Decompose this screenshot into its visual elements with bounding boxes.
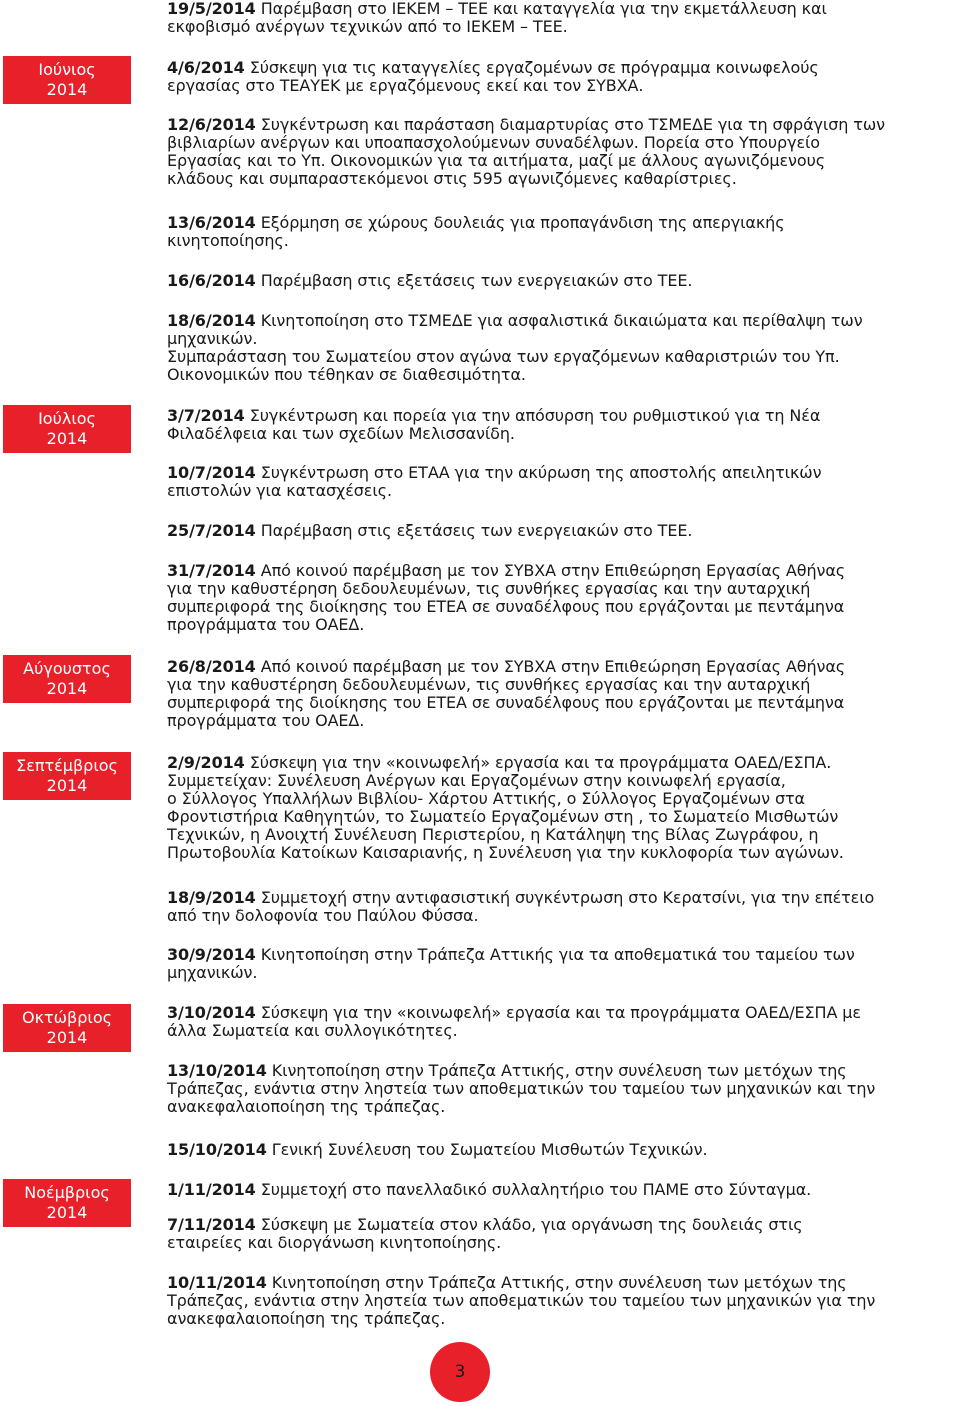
entry-date: 25/7/2014: [167, 521, 256, 540]
entry-text: Συγκέντρωση και πορεία για την απόσυρση του ρυθμιστικού για τη Νέα: [249, 406, 821, 425]
entry-text: Παρέμβαση στις εξετάσεις των ενεργειακών στο ΤΕΕ.: [260, 271, 693, 290]
entry-text: Συγκέντρωση στο ΕΤΑΑ για την ακύρωση της αποστολής απειλητικών: [260, 463, 822, 482]
entry-text: Από κοινού παρέμβαση με τον ΣΥΒΧΑ στην Επιθεώρηση Εργασίας Αθήνας: [260, 657, 846, 676]
entry-text: μηχανικών.: [167, 329, 258, 348]
month-name: Αύγουστος: [23, 659, 111, 678]
entry-text: Τεχνικών, η Ανοιχτή Συνέλευση Περιστερίου, η Κατάληψη της Βίλας Ζωγράφου, η: [167, 825, 819, 844]
entry-text: βιβλιαρίων ανέργων και υποαπασχολούμενων συναδέλφων. Πορεία στο Υπουργείο: [167, 133, 820, 152]
entry-text: ο Σύλλογος Υπαλλήλων Βιβλίου- Χάρτου Αττικής, ο Σύλλογος Εργαζομένων στα: [167, 789, 805, 808]
entry-text: Σύσκεψη με Σωματεία στον κλάδο, για οργάνωση της δουλειάς στις: [260, 1215, 803, 1234]
timeline-entry: [167, 464, 957, 500]
timeline-entry: [167, 754, 957, 862]
entry-text: κινητοποίησης.: [167, 231, 289, 250]
timeline-entry: [167, 0, 957, 36]
month-name: Ιούλιος: [38, 409, 96, 428]
timeline-entry: [167, 522, 957, 540]
entry-text: προγράμματα του ΟΑΕΔ.: [167, 615, 365, 634]
timeline-entry: [167, 658, 957, 730]
month-label-september: [3, 752, 131, 800]
entry-date: 15/10/2014: [167, 1140, 267, 1159]
entry-date: 1/11/2014: [167, 1180, 256, 1199]
entry-date: 2/9/2014: [167, 753, 245, 772]
entry-text: Εργασίας και το Υπ. Οικονομικών για τα αιτήματα, μαζί με άλλους αγωνιζόμενους: [167, 151, 826, 170]
entry-text: συμπεριφορά της διοίκησης του ΕΤΕΑ σε συναδέλφους που εργάζονται με πεντάμηνα: [167, 693, 845, 712]
entry-date: 18/6/2014: [167, 311, 256, 330]
month-name: Οκτώβριος: [21, 1008, 112, 1027]
entry-text: Συμπαράσταση του Σωματείου στον αγώνα των εργαζόμενων καθαριστριών του Υπ.: [167, 347, 840, 366]
entry-text: Συγκέντρωση και παράσταση διαμαρτυρίας στο ΤΣΜΕΔΕ για τη σφράγιση των: [260, 115, 885, 134]
entry-text: εκφοβισμό ανέργων τεχνικών από το ΙΕΚΕΜ – ΤΕΕ.: [167, 17, 568, 36]
entry-text: Παρέμβαση στο ΙΕΚΕΜ – ΤΕΕ και καταγγελία για την εκμετάλλευση και: [260, 0, 827, 18]
month-year: 2014: [46, 776, 88, 795]
entry-text: ανακεφαλαιοποίηση της τράπεζας.: [167, 1309, 446, 1328]
entry-date: 26/8/2014: [167, 657, 256, 676]
entry-text: επιστολών για κατασχέσεις.: [167, 481, 392, 500]
entry-text: για την καθυστέρηση δεδουλευμένων, τις συνθήκες εργασίας και την αυταρχική: [167, 579, 811, 598]
timeline-entry: [167, 889, 957, 925]
month-label-july: [3, 405, 131, 453]
entry-date: 4/6/2014: [167, 58, 245, 77]
entry-text: άλλα Σωματεία και συλλογικότητες.: [167, 1021, 458, 1040]
entry-text: Από κοινού παρέμβαση με τον ΣΥΒΧΑ στην Επιθεώρηση Εργασίας Αθήνας: [260, 561, 846, 580]
entry-date: 3/10/2014: [167, 1003, 256, 1022]
timeline-entry: [167, 1062, 957, 1116]
entry-text: Σύσκεψη για τις καταγγελίες εργαζομένων σε πρόγραμμα κοινωφελούς: [249, 58, 819, 77]
month-year: 2014: [46, 80, 88, 99]
month-name: Σεπτέμβριος: [16, 756, 118, 775]
entry-text: Εξόρμηση σε χώρους δουλειάς για προπαγάνδιση της απεργιακής: [260, 213, 785, 232]
month-name: Ιούνιος: [38, 60, 96, 79]
entry-date: 13/6/2014: [167, 213, 256, 232]
entry-text: Παρέμβαση στις εξετάσεις των ενεργειακών στο ΤΕΕ.: [260, 521, 693, 540]
timeline-entry: [167, 59, 957, 95]
entry-text: Φιλαδέλφεια και των σχεδίων Μελισσανίδη.: [167, 424, 515, 443]
entry-text: Συμμετοχή στην αντιφασιστική συγκέντρωση στο Κερατσίνι, για την επέτειο: [260, 888, 875, 907]
entry-date: 16/6/2014: [167, 271, 256, 290]
timeline-entry: [167, 946, 957, 982]
entry-text: από την δολοφονία του Παύλου Φύσσα.: [167, 906, 479, 925]
month-year: 2014: [46, 1203, 88, 1222]
entry-text: Σύσκεψη για την «κοινωφελή» εργασία και τα προγράμματα ΟΑΕΔ/ΕΣΠΑ.: [249, 753, 832, 772]
timeline-entry: [167, 272, 957, 290]
entry-date: 10/7/2014: [167, 463, 256, 482]
entry-text: Οικονομικών που τέθηκαν σε διαθεσιμότητα.: [167, 365, 526, 384]
timeline-entry: [167, 407, 957, 443]
entry-date: 18/9/2014: [167, 888, 256, 907]
entry-date: 31/7/2014: [167, 561, 256, 580]
timeline-entry: [167, 1216, 957, 1252]
timeline-entry: [167, 214, 957, 250]
entry-text: συμπεριφορά της διοίκησης του ΕΤΕΑ σε συναδέλφους που εργάζονται με πεντάμηνα: [167, 597, 845, 616]
entry-text: κλάδους και συμπαραστεκόμενοι στις 595 αγωνιζόμενες καθαρίστριες.: [167, 169, 737, 188]
month-label-june: [3, 56, 131, 104]
entry-date: 7/11/2014: [167, 1215, 256, 1234]
timeline-entry: [167, 1141, 957, 1159]
entry-date: 30/9/2014: [167, 945, 256, 964]
month-year: 2014: [46, 1028, 88, 1047]
entry-text: Τράπεζας, ενάντια στην ληστεία των αποθεματικών του ταμείου των μηχανικών για την: [167, 1291, 876, 1310]
month-name: Νοέμβριος: [24, 1183, 110, 1202]
entry-text: μηχανικών.: [167, 963, 258, 982]
timeline-entry: [167, 116, 957, 188]
entry-text: ανακεφαλαιοποίηση της τράπεζας.: [167, 1097, 446, 1116]
timeline-entry: [167, 562, 957, 634]
entry-date: 10/11/2014: [167, 1273, 267, 1292]
entry-text: Φροντιστήρια Καθηγητών, το Σωματείο Εργαζομένων στη , το Σωματείο Μισθωτών: [167, 807, 839, 826]
entry-text: εργασίας στο ΤΕΑΥΕΚ με εργαζόμενους εκεί και τον ΣΥΒΧΑ.: [167, 76, 644, 95]
month-year: 2014: [46, 429, 88, 448]
month-year: 2014: [46, 679, 88, 698]
month-label-august: [3, 655, 131, 703]
month-label-november: [3, 1179, 131, 1227]
month-label-october: [3, 1004, 131, 1052]
entry-text: εταιρείες και διοργάνωση κινητοποίησης.: [167, 1233, 502, 1252]
entry-text: Τράπεζας, ενάντια στην ληστεία των αποθεματικών του ταμείου των μηχανικών και την: [167, 1079, 876, 1098]
entry-text: Κινητοποίηση στην Τράπεζα Αττικής για τα αποθεματικά του ταμείου των: [260, 945, 855, 964]
entry-date: 19/5/2014: [167, 0, 256, 18]
entry-date: 13/10/2014: [167, 1061, 267, 1080]
entry-text: Σύσκεψη για την «κοινωφελή» εργασία και τα προγράμματα ΟΑΕΔ/ΕΣΠΑ με: [260, 1003, 861, 1022]
entry-date: 3/7/2014: [167, 406, 245, 425]
timeline-entry: [167, 1181, 957, 1199]
entry-text: Συμμετοχή στο πανελλαδικό συλλαλητήριο του ΠΑΜΕ στο Σύνταγμα.: [260, 1180, 812, 1199]
timeline-entry: [167, 1004, 957, 1040]
entry-date: 12/6/2014: [167, 115, 256, 134]
entry-text: Πρωτοβουλία Κατοίκων Καισαριανής, η Συνέλευση για την κυκλοφορία των αγώνων.: [167, 843, 844, 862]
entry-text: Κινητοποίηση στην Τράπεζα Αττικής, στην συνέλευση των μετόχων της: [271, 1061, 847, 1080]
entry-text: προγράμματα του ΟΑΕΔ.: [167, 711, 365, 730]
entry-text: Συμμετείχαν: Συνέλευση Ανέργων και Εργαζομένων στην κοινωφελή εργασία,: [167, 771, 786, 790]
entry-text: για την καθυστέρηση δεδουλευμένων, τις συνθήκες εργασίας και την αυταρχική: [167, 675, 811, 694]
page-number-badge: 3: [430, 1342, 490, 1402]
entry-text: Γενική Συνέλευση του Σωματείου Μισθωτών Τεχνικών.: [271, 1140, 708, 1159]
timeline-entry: [167, 1274, 957, 1328]
timeline-entry: [167, 312, 957, 384]
entry-text: Κινητοποίηση στο ΤΣΜΕΔΕ για ασφαλιστικά δικαιώματα και περίθαλψη των: [260, 311, 863, 330]
entry-text: Κινητοποίηση στην Τράπεζα Αττικής, στην συνέλευση των μετόχων της: [271, 1273, 847, 1292]
